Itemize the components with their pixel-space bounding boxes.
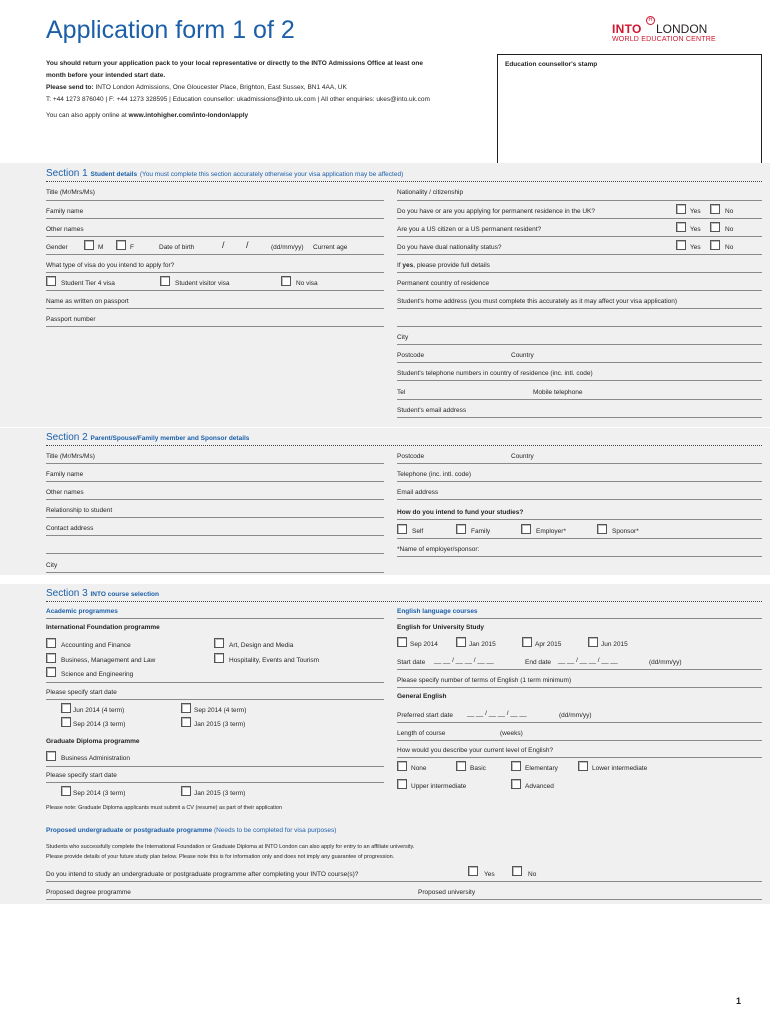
contact-address-label: Contact address xyxy=(46,525,94,532)
sep14-3-checkbox[interactable] xyxy=(61,717,71,727)
business-label: Business, Management and Law xyxy=(61,657,156,664)
s2-telephone-field[interactable] xyxy=(397,481,762,482)
home-address-label: Student's home address (you must complete this accurately as it may affect your visa application) xyxy=(397,298,678,305)
if-suffix: , please provide full details xyxy=(413,262,490,269)
section1-divider xyxy=(46,181,762,182)
s2-other-names-field[interactable] xyxy=(46,499,384,500)
academic-line xyxy=(46,618,384,619)
fund-sponsor-label: Sponsor* xyxy=(612,528,639,535)
fund-family-label: Family xyxy=(471,528,491,535)
fund-options-line xyxy=(397,538,762,539)
section2-heading: Parent/Spouse/Family member and Sponsor details xyxy=(90,435,250,442)
num-terms-field[interactable] xyxy=(397,687,762,688)
visa-tier4-label: Student Tier 4 visa xyxy=(61,280,115,287)
passport-name-field[interactable] xyxy=(46,308,384,309)
fund-family-checkbox[interactable] xyxy=(456,524,466,534)
s1-family-name-label: Family name xyxy=(46,208,84,215)
form-title xyxy=(46,16,295,45)
perm-res-line xyxy=(397,218,762,219)
level-advanced-checkbox[interactable] xyxy=(511,779,521,789)
art-checkbox[interactable] xyxy=(214,638,224,648)
gdp-start-line xyxy=(46,782,384,783)
s1-city-field[interactable] xyxy=(397,344,762,345)
visa-tier4-checkbox[interactable] xyxy=(46,276,56,286)
eus-date-format: (dd/mm/yy) xyxy=(649,659,682,666)
send-address: INTO London Admissions, One Gloucester Place, Brighton, East Sussex, BN1 4AA, UK xyxy=(93,84,347,91)
bus-admin-checkbox[interactable] xyxy=(46,751,56,761)
perm-res-yes-label: Yes xyxy=(690,208,701,215)
jan15-3b-label: Jan 2015 (3 term) xyxy=(194,790,246,797)
passport-name-label: Name as written on passport xyxy=(46,298,129,305)
s2-telephone-label: Telephone (inc. intl. code) xyxy=(397,471,472,478)
current-age-label: Current age xyxy=(313,244,348,251)
section2-title xyxy=(46,432,249,443)
eus-jan15-checkbox[interactable] xyxy=(456,637,466,647)
dob-format: (dd/mm/yy) xyxy=(271,244,304,251)
level-upper-int-checkbox[interactable] xyxy=(397,779,407,789)
intro-line2: month before your intended start date. xyxy=(46,72,166,79)
eus-jan15-label: Jan 2015 xyxy=(469,641,496,648)
accounting-label: Accounting and Finance xyxy=(61,642,131,649)
online-prefix: You can also apply online at xyxy=(46,112,129,119)
section3-heading: INTO course selection xyxy=(90,591,159,598)
proposed-heading xyxy=(46,827,336,834)
gender-m-checkbox[interactable] xyxy=(84,240,94,250)
employer-name-label: *Name of employer/sponsor: xyxy=(397,546,480,553)
visa-none-label: No visa xyxy=(296,280,318,287)
num-terms-label: Please specify number of terms of English (1 term minimum) xyxy=(397,677,572,684)
perm-country-field[interactable] xyxy=(397,290,762,291)
eus-sep14-label: Sep 2014 xyxy=(410,641,438,648)
fund-sponsor-checkbox[interactable] xyxy=(597,524,607,534)
if-prefix: If xyxy=(397,262,403,269)
section1-title xyxy=(46,168,403,179)
intro-line1: You should return your application pack to your local representative or directly to the INTO Admissions Office at least one xyxy=(46,60,423,67)
jun14-label: Jun 2014 (4 term) xyxy=(73,707,125,714)
eus-heading: English for University Study xyxy=(397,624,485,631)
page-number: 1 xyxy=(736,996,742,1006)
eus-date-line xyxy=(397,669,762,670)
s2-family-name-field[interactable] xyxy=(46,481,384,482)
s2-family-name-label: Family name xyxy=(46,471,84,478)
dual-nat-yes-checkbox[interactable] xyxy=(676,240,686,250)
s2-city-field[interactable] xyxy=(46,572,384,573)
sep14-3b-checkbox[interactable] xyxy=(61,786,71,796)
contact-address-field-1[interactable] xyxy=(46,535,384,536)
level-none-label: None xyxy=(411,765,427,772)
section3-num: Section 3 xyxy=(46,588,88,599)
mobile-label: Mobile telephone xyxy=(533,389,583,396)
contact-address-field-2[interactable] xyxy=(46,553,384,554)
dual-nat-no-label: No xyxy=(725,244,734,251)
fund-employer-label: Employer* xyxy=(536,528,566,535)
us-citizen-no-label: No xyxy=(725,226,734,233)
length-field[interactable] xyxy=(397,740,762,741)
tel-label: Tel xyxy=(397,389,406,396)
visa-visitor-label: Student visitor visa xyxy=(175,280,230,287)
level-line xyxy=(397,757,762,758)
proposed-degree-field[interactable] xyxy=(46,899,762,900)
into-london-logo xyxy=(612,17,737,48)
level-basic-label: Basic xyxy=(470,765,486,772)
perm-res-question: Do you have or are you applying for permanent residence in the UK? xyxy=(397,208,596,215)
fund-employer-checkbox[interactable] xyxy=(521,524,531,534)
eus-sep14-checkbox[interactable] xyxy=(397,637,407,647)
section1-note: (You must complete this section accurately otherwise your visa application may be affected) xyxy=(139,171,404,178)
section1-heading: Student details xyxy=(90,171,138,178)
section2-num: Section 2 xyxy=(46,432,88,443)
general-heading: General English xyxy=(397,693,447,700)
gender-label: Gender xyxy=(46,244,68,251)
proposed-yes-checkbox[interactable] xyxy=(468,866,478,876)
start-date-blanks[interactable]: __ __ / __ __ / __ __ xyxy=(434,657,494,664)
fund-self-label: Self xyxy=(412,528,424,535)
us-citizen-line xyxy=(397,236,762,237)
level-upper-int-label: Upper intermediate xyxy=(411,783,467,790)
ifp-start-date-label: Please specify start date xyxy=(46,689,117,696)
send-to xyxy=(46,82,486,94)
s1-email-field[interactable] xyxy=(397,417,762,418)
s1-title-field[interactable] xyxy=(46,200,384,201)
academic-heading: Academic programmes xyxy=(46,608,118,615)
dual-nat-no-checkbox[interactable] xyxy=(710,240,720,250)
title-part: 1 of 2 xyxy=(232,16,295,44)
counsellor-stamp-box xyxy=(497,54,762,166)
start-date-label: Start date xyxy=(397,659,426,666)
proposed-question: Do you intend to study an undergraduate or postgraduate programme after completing your INTO course(s)? xyxy=(46,871,359,878)
sep14-4-label: Sep 2014 (4 term) xyxy=(194,707,247,714)
send-label: Please send to: xyxy=(46,84,94,91)
sep14-4-checkbox[interactable] xyxy=(181,703,191,713)
phone-numbers-label: Student's telephone numbers in country of residence (inc. intl. code) xyxy=(397,370,593,377)
stamp-label: Education counsellor's stamp xyxy=(505,61,598,68)
title-main: Application form xyxy=(46,16,226,44)
eus-jun15-checkbox[interactable] xyxy=(588,637,598,647)
eus-apr15-checkbox[interactable] xyxy=(522,637,532,647)
s2-email-field[interactable] xyxy=(397,499,762,500)
length-label: Length of course xyxy=(397,730,446,737)
level-question: How would you describe your current level of English? xyxy=(397,747,554,754)
fund-self-checkbox[interactable] xyxy=(397,524,407,534)
home-address-field-2[interactable] xyxy=(397,326,762,327)
us-citizen-yes-checkbox[interactable] xyxy=(676,222,686,232)
registered-icon: R xyxy=(646,16,655,25)
s1-gender-line[interactable] xyxy=(46,254,384,255)
home-address-field-1[interactable] xyxy=(397,308,762,309)
english-heading: English language courses xyxy=(397,608,478,615)
gdp-cv-note: Please note: Graduate Diploma applicants must submit a CV (resume) as part of their application xyxy=(46,805,283,811)
logo-into: INTO xyxy=(612,22,642,36)
employer-name-field[interactable] xyxy=(397,556,762,557)
proposed-note: (Needs to be completed for visa purposes) xyxy=(213,827,337,834)
section3-title xyxy=(46,588,159,599)
science-checkbox[interactable] xyxy=(46,667,56,677)
intro-text xyxy=(46,58,486,122)
level-lower-int-checkbox[interactable] xyxy=(578,761,588,771)
gender-m-label: M xyxy=(98,244,104,251)
gdp-line xyxy=(46,766,384,767)
nationality-field[interactable] xyxy=(397,200,762,201)
dual-nat-question: Do you have dual nationality status? xyxy=(397,244,502,251)
apply-online xyxy=(46,110,486,122)
sep14-3b-label: Sep 2014 (3 term) xyxy=(73,790,126,797)
section1-panel xyxy=(0,163,770,427)
eus-jun15-label: Jun 2015 xyxy=(601,641,628,648)
proposed-university-label: Proposed university xyxy=(418,889,476,896)
dual-nat-line xyxy=(397,254,762,255)
s1-family-name-field[interactable] xyxy=(46,218,384,219)
s2-country-label: Country xyxy=(511,453,534,460)
jun14-checkbox[interactable] xyxy=(61,703,71,713)
proposed-no-label: No xyxy=(528,871,537,878)
ifp-heading: International Foundation programme xyxy=(46,624,160,631)
proposed-title: Proposed undergraduate or postgraduate programme xyxy=(46,827,213,834)
section2-divider xyxy=(46,445,762,446)
logo-subtitle: WORLD EDUCATION CENTRE xyxy=(612,36,716,43)
s2-city-label: City xyxy=(46,562,58,569)
visa-none-checkbox[interactable] xyxy=(281,276,291,286)
preferred-start-blanks[interactable]: __ __ / __ __ / __ __ xyxy=(467,710,527,717)
dob-slash-2: / xyxy=(246,240,249,250)
english-line xyxy=(397,618,762,619)
full-details-field[interactable] xyxy=(397,272,762,273)
passport-number-field[interactable] xyxy=(46,326,384,327)
art-label: Art, Design and Media xyxy=(229,642,294,649)
weeks-label: (weeks) xyxy=(500,730,523,737)
proposed-yes-label: Yes xyxy=(484,871,495,878)
hospitality-label: Hospitality, Events and Tourism xyxy=(229,657,320,664)
end-date-label: End date xyxy=(525,659,552,666)
s2-email-label: Email address xyxy=(397,489,439,496)
jan15-3-label: Jan 2015 (3 term) xyxy=(194,721,246,728)
s1-title-label: Title (Mr/Mrs/Ms) xyxy=(46,189,95,196)
s2-other-names-label: Other names xyxy=(46,489,84,496)
perm-res-yes-checkbox[interactable] xyxy=(676,204,686,214)
phone-numbers-line xyxy=(397,380,762,381)
logo-london: LONDON xyxy=(656,22,708,36)
s1-other-names-label: Other names xyxy=(46,226,84,233)
ifp-line xyxy=(46,682,384,683)
gdp-start-date-label: Please specify start date xyxy=(46,772,117,779)
level-lower-int-label: Lower intermediate xyxy=(592,765,648,772)
online-url[interactable]: www.intohigher.com/into-london/apply xyxy=(128,112,249,119)
sep14-3-label: Sep 2014 (3 term) xyxy=(73,721,126,728)
dual-nat-yes-label: Yes xyxy=(690,244,701,251)
section1-num: Section 1 xyxy=(46,168,88,179)
proposed-question-line xyxy=(46,881,762,882)
proposed-no-checkbox[interactable] xyxy=(512,866,522,876)
if-yes: yes xyxy=(402,262,414,269)
gdp-heading: Graduate Diploma programme xyxy=(46,738,140,745)
level-advanced-label: Advanced xyxy=(525,783,554,790)
preferred-start-label: Preferred start date xyxy=(397,712,453,719)
s1-country-label: Country xyxy=(511,352,534,359)
s1-email-label: Student's email address xyxy=(397,407,467,414)
s2-postcode-field[interactable] xyxy=(397,463,762,464)
level-basic-checkbox[interactable] xyxy=(456,761,466,771)
gender-f-label: F xyxy=(130,244,134,251)
business-checkbox[interactable] xyxy=(46,653,56,663)
s2-title-field[interactable] xyxy=(46,463,384,464)
bus-admin-label: Business Administration xyxy=(61,755,131,762)
visa-visitor-checkbox[interactable] xyxy=(160,276,170,286)
proposed-degree-label: Proposed degree programme xyxy=(46,889,131,896)
end-date-blanks[interactable]: __ __ / __ __ / __ __ xyxy=(558,657,618,664)
fund-question: How do you intend to fund your studies? xyxy=(397,509,524,516)
tel-field[interactable] xyxy=(397,399,762,400)
level-elementary-checkbox[interactable] xyxy=(511,761,521,771)
dob-slash-1: / xyxy=(222,240,225,250)
us-citizen-yes-label: Yes xyxy=(690,226,701,233)
jan15-3b-checkbox[interactable] xyxy=(181,786,191,796)
hospitality-checkbox[interactable] xyxy=(214,653,224,663)
perm-country-label: Permanent country of residence xyxy=(397,280,490,287)
level-none-checkbox[interactable] xyxy=(397,761,407,771)
proposed-info-line2: Please provide details of your future study plan below. Please note this is for information only and does not imply any guarantee of progression. xyxy=(46,854,395,860)
s1-visa-options-line xyxy=(46,290,384,291)
fund-line xyxy=(397,519,762,520)
dob-label: Date of birth xyxy=(159,244,195,251)
s1-city-label: City xyxy=(397,334,409,341)
intro-contacts: T: +44 1273 876040 | F: +44 1273 328595 | Education counsellor: ukadmissions@into.uk.com | All other enquiries: ukes@into.uk.com xyxy=(46,96,430,103)
preferred-date-format: (dd/mm/yy) xyxy=(559,712,592,719)
preferred-start-line xyxy=(397,722,762,723)
s1-postcode-label: Postcode xyxy=(397,352,425,359)
relationship-field[interactable] xyxy=(46,517,384,518)
perm-res-no-label: No xyxy=(725,208,734,215)
us-citizen-question: Are you a US citizen or a US permanent resident? xyxy=(397,226,542,233)
visa-question: What type of visa do you intend to apply for? xyxy=(46,262,175,269)
s1-postcode-field[interactable] xyxy=(397,362,762,363)
s1-visa-line xyxy=(46,272,384,273)
eus-apr15-label: Apr 2015 xyxy=(535,641,562,648)
section3-divider xyxy=(46,601,762,602)
ifp-start-line xyxy=(46,699,384,700)
perm-res-no-checkbox[interactable] xyxy=(710,204,720,214)
relationship-label: Relationship to student xyxy=(46,507,113,514)
accounting-checkbox[interactable] xyxy=(46,638,56,648)
proposed-info-line1: Students who successfully complete the International Foundation or Graduate Diploma at INTO London can also apply for entry to an affiliate university. xyxy=(46,844,415,850)
gender-f-checkbox[interactable] xyxy=(116,240,126,250)
nationality-label: Nationality / citizenship xyxy=(397,189,464,196)
full-details-label xyxy=(397,262,490,269)
s2-postcode-label: Postcode xyxy=(397,453,425,460)
jan15-3-checkbox[interactable] xyxy=(181,717,191,727)
science-label: Science and Engineering xyxy=(61,671,134,678)
passport-number-label: Passport number xyxy=(46,316,96,323)
level-elementary-label: Elementary xyxy=(525,765,558,772)
us-citizen-no-checkbox[interactable] xyxy=(710,222,720,232)
s2-title-label: Title (Mr/Mrs/Ms) xyxy=(46,453,95,460)
s1-other-names-field[interactable] xyxy=(46,236,384,237)
